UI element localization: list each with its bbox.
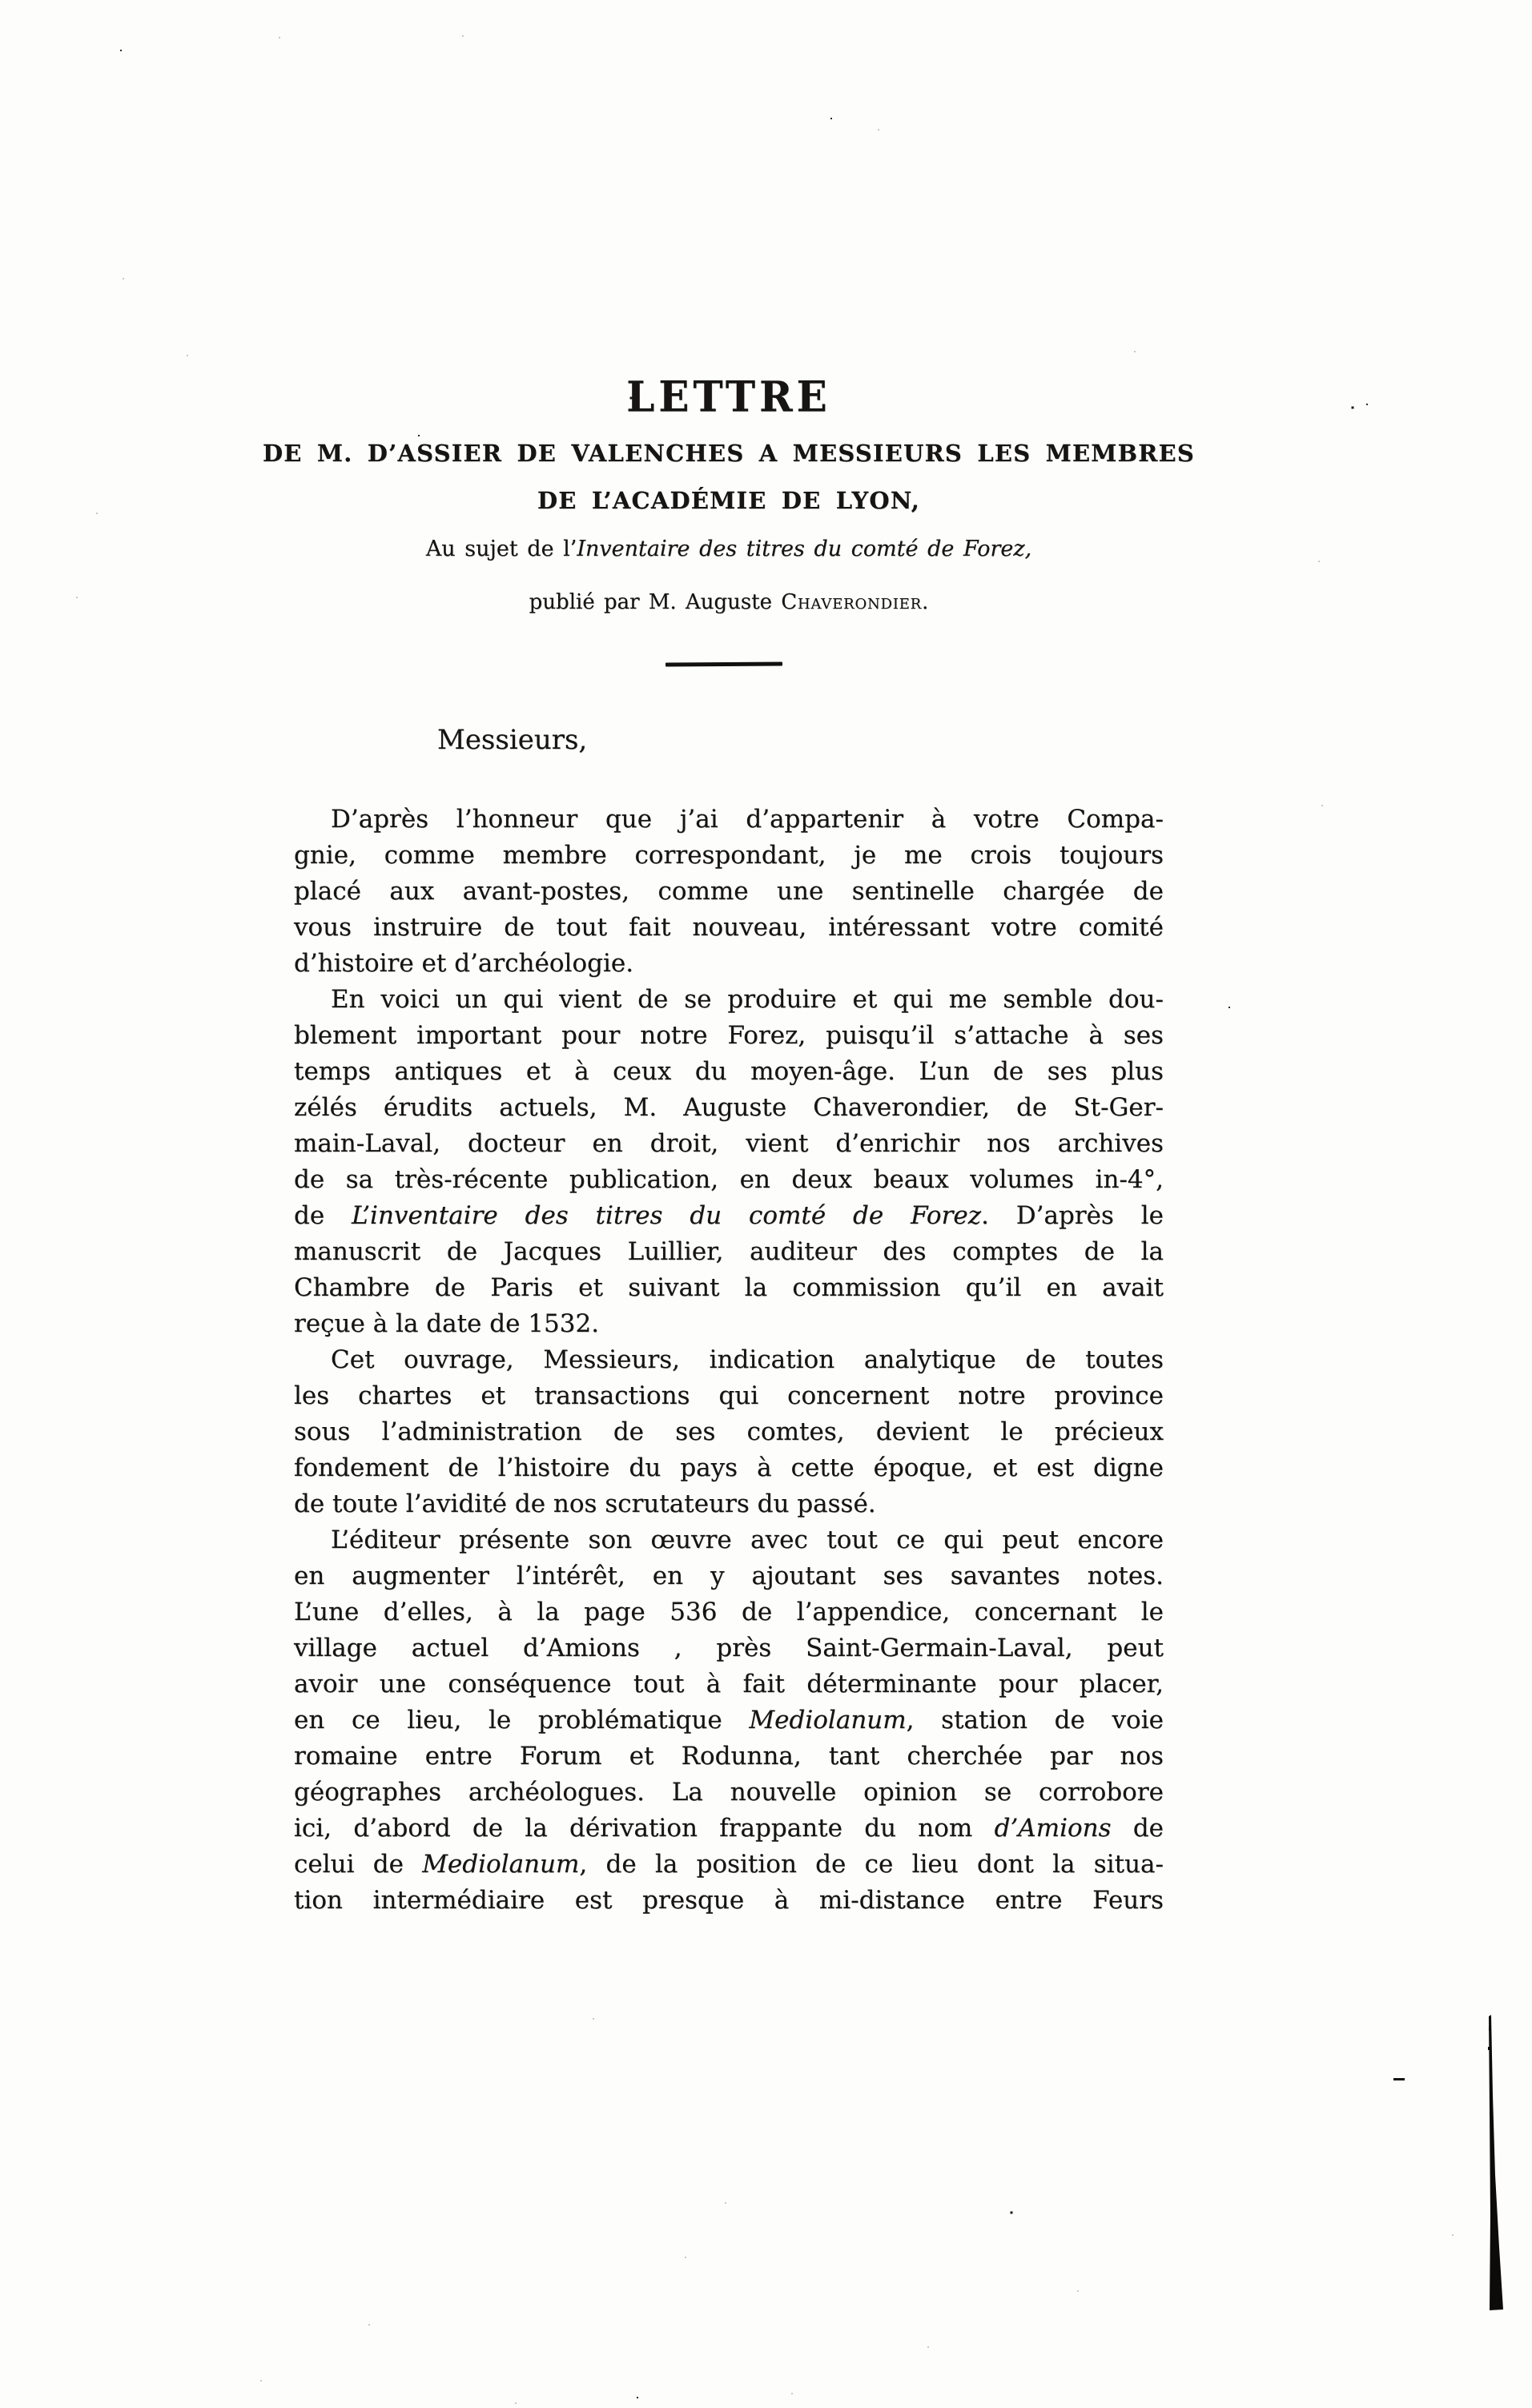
text-line <box>294 1126 1164 1162</box>
text-segment: celui de <box>294 1850 423 1879</box>
text-segment: Cet ouvrage, Messieurs, indication analytique de toutes <box>331 1345 1164 1374</box>
text-segment: Chaverondier <box>781 590 923 614</box>
scan-dash-artifact <box>1393 2078 1405 2080</box>
body-text <box>294 802 1164 1919</box>
text-line <box>294 1775 1164 1811</box>
separator-rule <box>665 661 782 666</box>
text-segment: village actuel d’Amions , près Saint-Germain-Laval, peut <box>294 1634 1164 1662</box>
text-line <box>294 1739 1164 1775</box>
text-segment: , station de voie <box>906 1706 1164 1735</box>
text-segment: L’une d’elles, à la page 536 de l’appendice, concernant le <box>294 1598 1164 1626</box>
text-line <box>294 1270 1164 1306</box>
text-segment: manuscrit de Jacques Luillier, auditeur des comptes de la <box>294 1237 1164 1266</box>
text-segment: de <box>294 1201 352 1230</box>
text-line <box>294 874 1164 910</box>
publisher-line <box>294 590 1164 614</box>
text-line <box>294 1630 1164 1666</box>
text-segment: reçue à la date de 1532. <box>294 1309 600 1338</box>
text-segment: D’après l’honneur que j’ai d’appartenir à votre Compa- <box>331 805 1164 834</box>
text-segment: , de la position de ce lieu dont la situa- <box>579 1850 1164 1879</box>
text-line <box>294 1018 1164 1054</box>
text-segment: L’inventaire des titres du comté de Forez <box>352 1201 982 1230</box>
document-title: LETTRE <box>626 372 831 422</box>
text-line <box>294 1666 1164 1702</box>
text-line <box>294 1811 1164 1847</box>
text-line <box>294 1198 1164 1234</box>
text-segment: main-Laval, docteur en droit, vient d’enrichir nos archives <box>294 1129 1164 1158</box>
text-line <box>294 802 1164 838</box>
text-segment: de sa très-récente publication, en deux beaux volumes in-4°, <box>294 1165 1164 1194</box>
paragraph <box>294 1342 1164 1522</box>
subject-line <box>294 537 1164 561</box>
text-line <box>294 1450 1164 1486</box>
text-segment: romaine entre Forum et Rodunna, tant cherchée par nos <box>294 1742 1164 1771</box>
text-line <box>294 1054 1164 1090</box>
paragraph <box>294 1522 1164 1919</box>
text-segment: d’Amions <box>994 1814 1112 1843</box>
scan-gutter-artifact <box>1482 2015 1509 2311</box>
text-segment: en ce lieu, le problématique <box>294 1706 750 1735</box>
text-segment: fondement de l’histoire du pays à cette époque, et est digne <box>294 1453 1164 1482</box>
text-line <box>294 1522 1164 1558</box>
text-segment: avoir une conséquence tout à fait déterminante pour placer, <box>294 1670 1164 1698</box>
text-segment: zélés érudits actuels, M. Auguste Chaverondier, de St-Ger- <box>294 1093 1164 1122</box>
text-segment: sous l’administration de ses comtes, devient le précieux <box>294 1417 1164 1446</box>
salutation: Messieurs, <box>437 724 588 756</box>
text-line <box>294 946 1164 982</box>
text-segment: placé aux avant-postes, comme une sentinelle chargée de <box>294 877 1164 906</box>
text-segment: Chambre de Paris et suivant la commission qu’il en avait <box>294 1273 1164 1302</box>
text-line <box>294 1558 1164 1594</box>
text-line <box>294 1594 1164 1630</box>
text-segment: Mediolanum <box>749 1706 907 1735</box>
text-segment: tion intermédiaire est presque à mi-distance entre Feurs <box>294 1886 1164 1915</box>
text-segment: géographes archéologues. La nouvelle opinion se corrobore <box>294 1778 1164 1807</box>
text-segment: gnie, comme membre correspondant, je me crois toujours <box>294 841 1164 870</box>
text-line <box>294 1847 1164 1883</box>
text-segment: L’éditeur présente son œuvre avec tout ce qui peut encore <box>331 1526 1164 1554</box>
text-segment: Au sujet de l’ <box>425 537 577 561</box>
text-line <box>294 1306 1164 1342</box>
text-line <box>294 1883 1164 1919</box>
text-segment: . <box>922 590 929 614</box>
text-line <box>294 1234 1164 1270</box>
text-segment: . D’après le <box>981 1201 1164 1230</box>
text-line <box>294 1414 1164 1450</box>
text-segment: Mediolanum <box>422 1850 580 1879</box>
text-line <box>294 838 1164 874</box>
text-segment: publié par M. Auguste <box>529 590 782 614</box>
text-segment: de toute l’avidité de nos scrutateurs du passé. <box>294 1489 876 1518</box>
text-segment: Inventaire des titres du comté de Forez, <box>577 537 1032 561</box>
text-line <box>294 1486 1164 1522</box>
text-segment: d’histoire et d’archéologie. <box>294 949 634 978</box>
paragraph <box>294 802 1164 982</box>
text-segment: ici, d’abord de la dérivation frappante du nom <box>294 1814 995 1843</box>
text-line <box>294 910 1164 946</box>
paragraph <box>294 982 1164 1342</box>
text-line <box>294 1702 1164 1739</box>
text-segment: temps antiques et à ceux du moyen-âge. L’un de ses plus <box>294 1057 1164 1086</box>
text-line <box>294 1162 1164 1198</box>
text-segment: de <box>1111 1814 1164 1843</box>
text-segment: les chartes et transactions qui concernent notre province <box>294 1381 1164 1410</box>
text-line <box>294 1090 1164 1126</box>
heading-line-1: DE M. D’ASSIER DE VALENCHES A MESSIEURS LES MEMBRES <box>262 440 1196 467</box>
scan-noise-specks <box>0 0 2 2</box>
text-line <box>294 982 1164 1018</box>
heading-line-2: DE L’ACADÉMIE DE LYON, <box>537 487 921 514</box>
text-segment: en augmenter l’intérêt, en y ajoutant ses savantes notes. <box>294 1562 1164 1590</box>
text-segment: blement important pour notre Forez, puisqu’il s’attache à ses <box>294 1021 1164 1050</box>
text-segment: En voici un qui vient de se produire et qui me semble dou- <box>331 985 1164 1014</box>
text-line <box>294 1342 1164 1378</box>
text-segment: vous instruire de tout fait nouveau, intéressant votre comité <box>294 913 1164 942</box>
text-line <box>294 1378 1164 1414</box>
